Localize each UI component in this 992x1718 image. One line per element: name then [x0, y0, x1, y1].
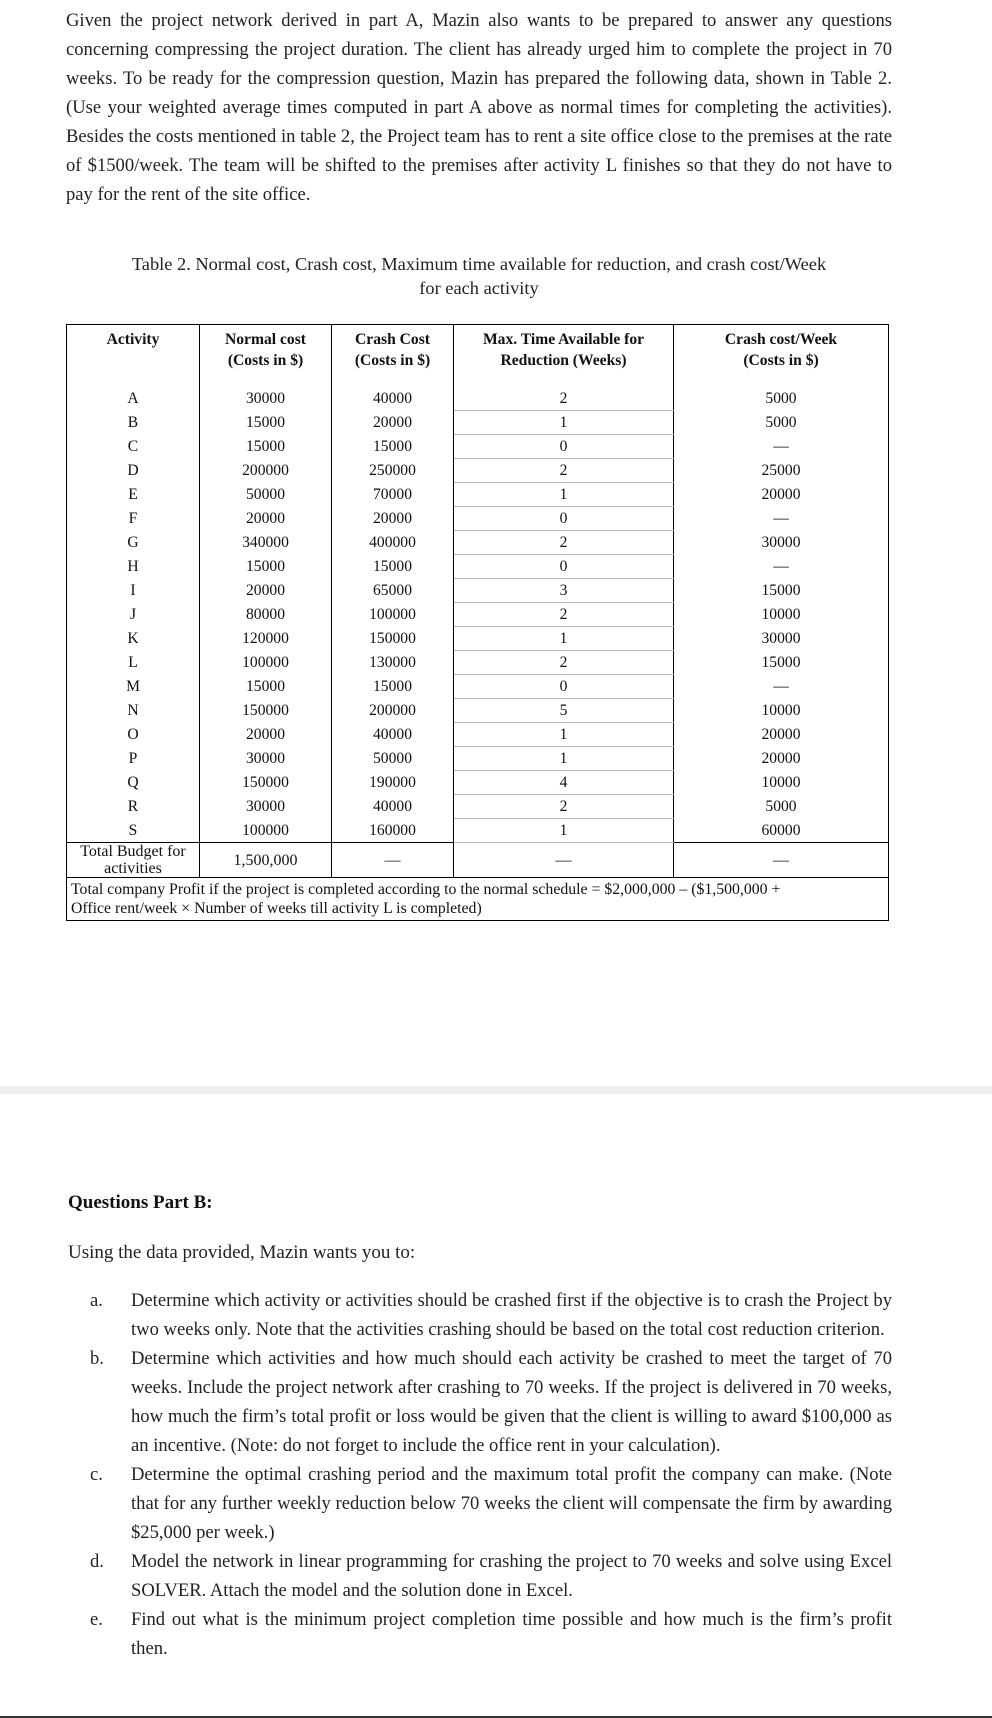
crash-cost-per-week-cell: — [674, 555, 889, 579]
table-row [67, 699, 889, 723]
max-reduction-cell: 5 [454, 699, 674, 723]
header-crash-cost: Crash Cost (Costs in $) [332, 325, 454, 382]
activity-cell: N [67, 699, 200, 723]
table-row [67, 675, 889, 699]
normal-cost-cell: 150000 [200, 699, 332, 723]
crash-cost-cell: 250000 [332, 459, 454, 483]
activity-cell: G [67, 531, 200, 555]
crash-cost-cell: 190000 [332, 771, 454, 795]
total-crash-cost: — [332, 843, 454, 878]
crash-cost-cell: 50000 [332, 747, 454, 771]
question-marker: e. [90, 1609, 103, 1630]
max-reduction-cell: 0 [454, 675, 674, 699]
normal-cost-cell: 20000 [200, 507, 332, 531]
question-item [90, 1344, 892, 1460]
normal-cost-cell: 100000 [200, 651, 332, 675]
crash-cost-per-week-cell: 10000 [674, 699, 889, 723]
question-marker: c. [90, 1464, 103, 1485]
crash-cost-cell: 70000 [332, 483, 454, 507]
questions-lead: Using the data provided, Mazin wants you to: [68, 1242, 416, 1263]
normal-cost-cell: 30000 [200, 795, 332, 819]
max-reduction-cell: 1 [454, 747, 674, 771]
normal-cost-cell: 20000 [200, 723, 332, 747]
normal-cost-cell: 200000 [200, 459, 332, 483]
section-divider [0, 1086, 992, 1094]
activity-cell: K [67, 627, 200, 651]
question-text: Find out what is the minimum project completion time possible and how much is the firm’s profit then. [131, 1609, 892, 1659]
crash-cost-cell: 20000 [332, 507, 454, 531]
activity-cell: S [67, 819, 200, 843]
total-budget-row [67, 843, 889, 878]
max-reduction-cell: 4 [454, 771, 674, 795]
crash-cost-cell: 15000 [332, 555, 454, 579]
crash-cost-per-week-cell: 20000 [674, 723, 889, 747]
activity-cell: O [67, 723, 200, 747]
max-reduction-cell: 3 [454, 579, 674, 603]
activity-cell: J [67, 603, 200, 627]
crash-cost-cell: 40000 [332, 381, 454, 411]
normal-cost-cell: 340000 [200, 531, 332, 555]
question-item [90, 1605, 892, 1663]
total-crash-cost-per-week: — [674, 843, 889, 878]
crash-cost-per-week-cell: — [674, 507, 889, 531]
total-budget-label: Total Budget for activities [67, 843, 200, 878]
questions-heading: Questions Part B: [68, 1192, 213, 1213]
table-caption [66, 252, 892, 300]
activity-cell: C [67, 435, 200, 459]
question-marker: a. [90, 1290, 103, 1311]
normal-cost-cell: 100000 [200, 819, 332, 843]
crash-cost-per-week-cell: 30000 [674, 627, 889, 651]
profit-note-row [67, 878, 889, 921]
total-max-reduction: — [454, 843, 674, 878]
question-text: Determine the optimal crashing period and the maximum total profit the company can make. (Note that for any further weekly reduction below 70 weeks the client will compensate the firm by awarding $25,000 per week.) [131, 1464, 892, 1543]
table-body [67, 381, 889, 843]
table-caption-line-1: Table 2. Normal cost, Crash cost, Maximum time available for reduction, and crash cost/Week [131, 254, 827, 274]
table-header-row [67, 325, 889, 382]
max-reduction-cell: 2 [454, 531, 674, 555]
total-normal-cost: 1,500,000 [200, 843, 332, 878]
header-activity: Activity [67, 325, 200, 382]
max-reduction-cell: 1 [454, 411, 674, 435]
question-item [90, 1460, 892, 1547]
max-reduction-cell: 1 [454, 723, 674, 747]
question-text: Determine which activity or activities should be crashed first if the objective is to crash the Project by two weeks only. Note that the activities crashing should be based on the total cost reduction criterion. [131, 1290, 892, 1340]
normal-cost-cell: 30000 [200, 747, 332, 771]
table-row [67, 723, 889, 747]
max-reduction-cell: 1 [454, 627, 674, 651]
activity-cell: M [67, 675, 200, 699]
activity-cell: B [67, 411, 200, 435]
table-row [67, 381, 889, 411]
normal-cost-cell: 15000 [200, 435, 332, 459]
table-row [67, 411, 889, 435]
header-normal-cost: Normal cost (Costs in $) [200, 325, 332, 382]
normal-cost-cell: 80000 [200, 603, 332, 627]
max-reduction-cell: 2 [454, 603, 674, 627]
table-row [67, 651, 889, 675]
table-row [67, 579, 889, 603]
question-text: Determine which activities and how much should each activity be crashed to meet the target of 70 weeks. Include the project network after crashing to 70 weeks. If the project is delivered in 70 weeks, how much the firm’s total profit or loss would be given that the client is willing to award $100,000 as an incentive. (Note: do not forget to include the office rent in your calculation). [131, 1348, 892, 1456]
activity-cell: F [67, 507, 200, 531]
table-row [67, 819, 889, 843]
crash-cost-cell: 65000 [332, 579, 454, 603]
normal-cost-cell: 15000 [200, 411, 332, 435]
normal-cost-cell: 150000 [200, 771, 332, 795]
table-row [67, 531, 889, 555]
table-row [67, 771, 889, 795]
activity-cell: Q [67, 771, 200, 795]
max-reduction-cell: 2 [454, 459, 674, 483]
questions-list [90, 1286, 892, 1663]
crash-cost-table [66, 324, 889, 921]
max-reduction-cell: 0 [454, 435, 674, 459]
activity-cell: A [67, 381, 200, 411]
normal-cost-cell: 50000 [200, 483, 332, 507]
crash-cost-per-week-cell: — [674, 435, 889, 459]
activity-cell: L [67, 651, 200, 675]
header-crash-cost-per-week: Crash cost/Week (Costs in $) [674, 325, 889, 382]
table-row [67, 507, 889, 531]
activity-cell: D [67, 459, 200, 483]
crash-cost-cell: 160000 [332, 819, 454, 843]
question-text: Model the network in linear programming for crashing the project to 70 weeks and solve using Excel SOLVER. Attach the model and the solution done in Excel. [131, 1551, 892, 1601]
question-marker: d. [90, 1551, 104, 1572]
crash-cost-per-week-cell: 10000 [674, 771, 889, 795]
crash-cost-per-week-cell: 15000 [674, 579, 889, 603]
crash-cost-per-week-cell: 20000 [674, 747, 889, 771]
question-item [90, 1286, 892, 1344]
crash-cost-per-week-cell: 20000 [674, 483, 889, 507]
table-row [67, 435, 889, 459]
question-item [90, 1547, 892, 1605]
crash-cost-cell: 130000 [332, 651, 454, 675]
crash-cost-cell: 20000 [332, 411, 454, 435]
crash-cost-per-week-cell: 5000 [674, 795, 889, 819]
table-row [67, 459, 889, 483]
activity-cell: H [67, 555, 200, 579]
activity-cell: I [67, 579, 200, 603]
normal-cost-cell: 15000 [200, 555, 332, 579]
max-reduction-cell: 2 [454, 651, 674, 675]
crash-cost-per-week-cell: 15000 [674, 651, 889, 675]
activity-cell: E [67, 483, 200, 507]
table-row [67, 555, 889, 579]
crash-cost-per-week-cell: 5000 [674, 411, 889, 435]
question-marker: b. [90, 1348, 104, 1369]
crash-cost-per-week-cell: 5000 [674, 381, 889, 411]
crash-cost-cell: 100000 [332, 603, 454, 627]
normal-cost-cell: 30000 [200, 381, 332, 411]
intro-paragraph: Given the project network derived in part A, Mazin also wants to be prepared to answer any questions concerning compressing the project duration. The client has already urged him to complete the project in 70 weeks. To be ready for the compression question, Mazin has prepared the following data, shown in Table 2. (Use your weighted average times computed in part A above as normal times for completing the activities). Besides the costs mentioned in table 2, the Project team has to rent a site office close to the premises at the rate of $1500/week. The team will be shifted to the premises after activity L finishes so that they do not have to pay for the rent of the site office. [66, 10, 892, 205]
header-max-reduction: Max. Time Available for Reduction (Weeks) [454, 325, 674, 382]
activity-cell: R [67, 795, 200, 819]
table-row [67, 627, 889, 651]
max-reduction-cell: 0 [454, 555, 674, 579]
table-row [67, 747, 889, 771]
crash-cost-per-week-cell: 10000 [674, 603, 889, 627]
crash-cost-cell: 400000 [332, 531, 454, 555]
crash-cost-cell: 40000 [332, 795, 454, 819]
normal-cost-cell: 15000 [200, 675, 332, 699]
table-row [67, 483, 889, 507]
crash-cost-cell: 200000 [332, 699, 454, 723]
crash-cost-cell: 40000 [332, 723, 454, 747]
crash-cost-per-week-cell: — [674, 675, 889, 699]
normal-cost-cell: 120000 [200, 627, 332, 651]
crash-cost-cell: 15000 [332, 675, 454, 699]
crash-cost-per-week-cell: 25000 [674, 459, 889, 483]
crash-cost-per-week-cell: 30000 [674, 531, 889, 555]
profit-note: Total company Profit if the project is completed according to the normal schedule = $2,000,000 – ($1,500,000 + Office rent/week × Number of weeks till activity L is completed) [67, 878, 889, 921]
normal-cost-cell: 20000 [200, 579, 332, 603]
crash-cost-cell: 15000 [332, 435, 454, 459]
max-reduction-cell: 1 [454, 819, 674, 843]
max-reduction-cell: 2 [454, 795, 674, 819]
table-row [67, 603, 889, 627]
max-reduction-cell: 2 [454, 381, 674, 411]
activity-cell: P [67, 747, 200, 771]
max-reduction-cell: 0 [454, 507, 674, 531]
max-reduction-cell: 1 [454, 483, 674, 507]
table-row [67, 795, 889, 819]
table-caption-line-2: for each activity [419, 278, 539, 298]
crash-cost-cell: 150000 [332, 627, 454, 651]
crash-cost-per-week-cell: 60000 [674, 819, 889, 843]
